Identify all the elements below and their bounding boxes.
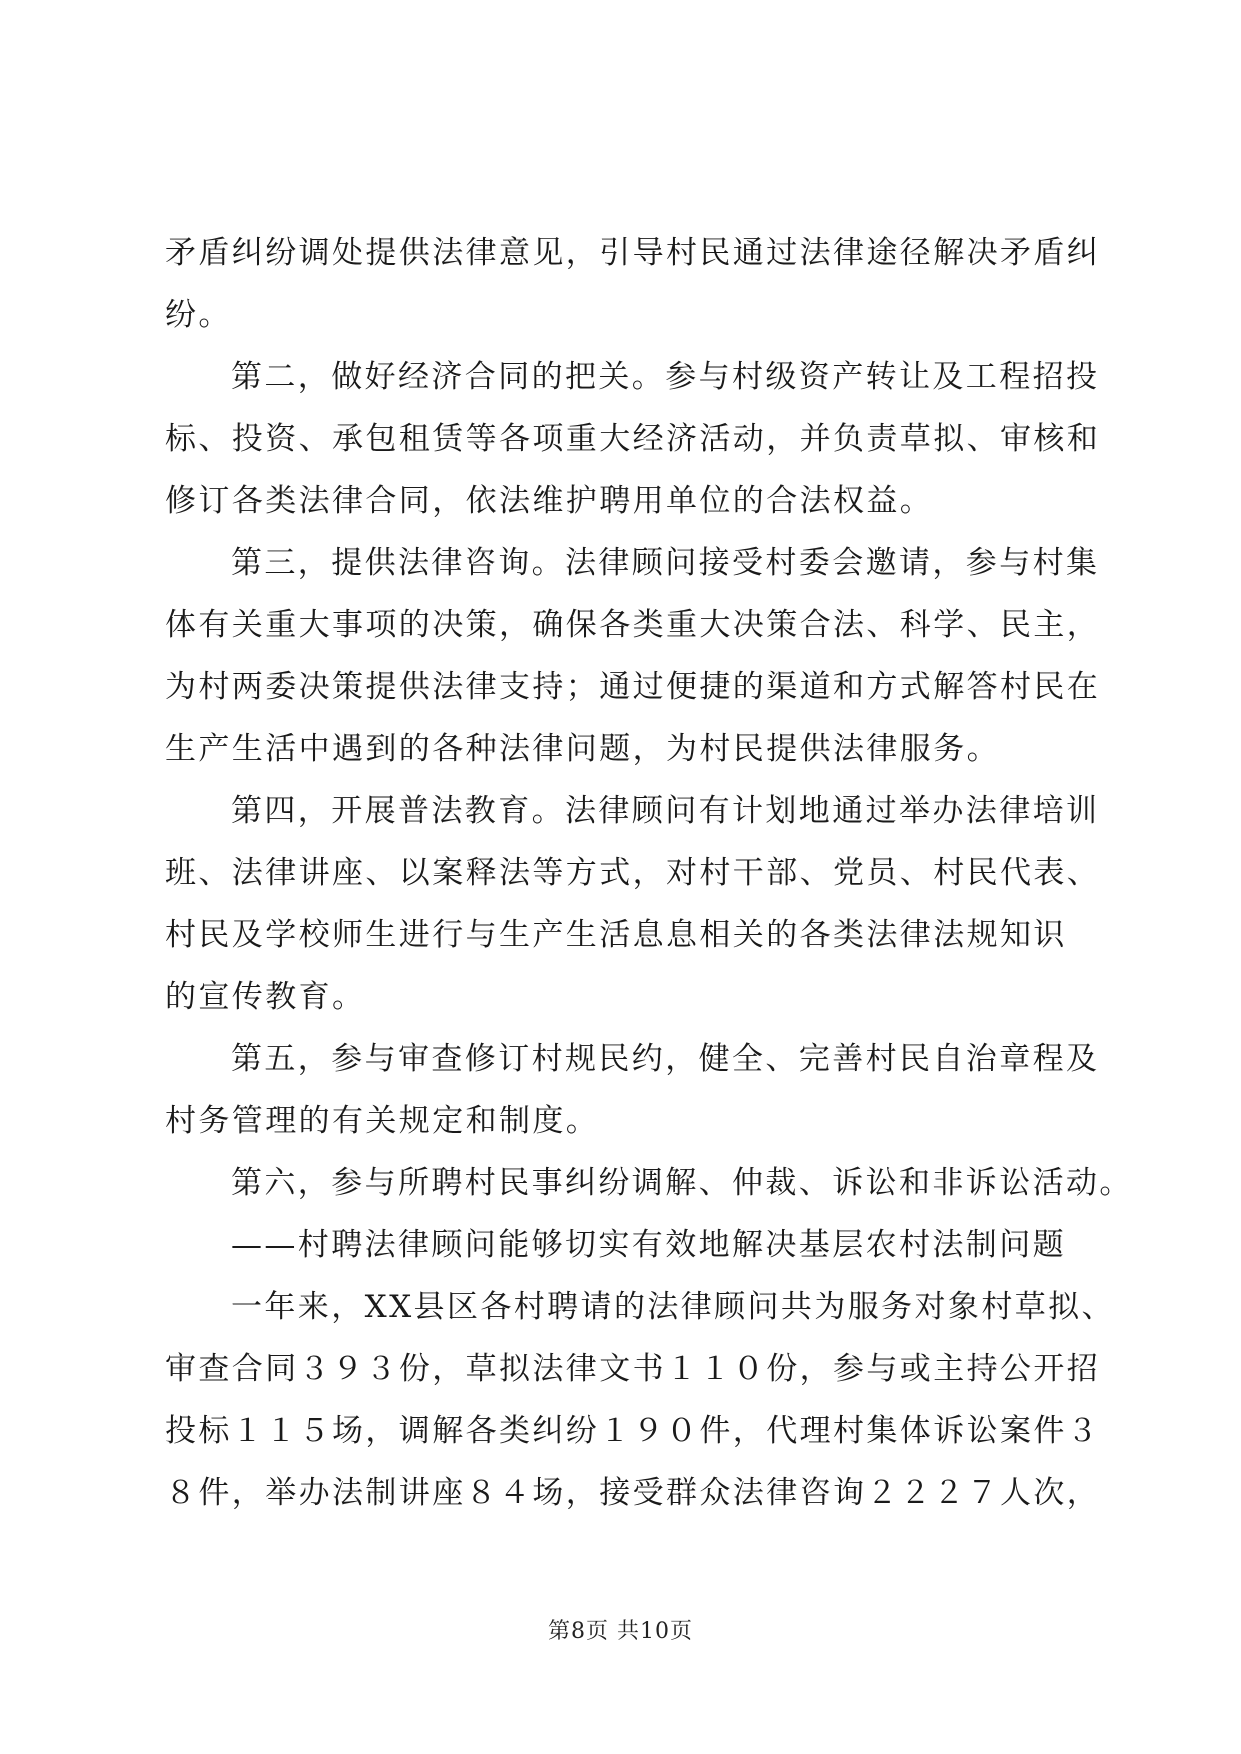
paragraph-start-line: 第六，参与所聘村民事纠纷调解、仲裁、诉讼和非诉讼活动。 bbox=[231, 1165, 1133, 1201]
text-line: 体有关重大事项的决策，确保各类重大决策合法、科学、民主， bbox=[165, 607, 1101, 643]
text-line: 矛盾纠纷调处提供法律意见，引导村民通过法律途径解决矛盾纠 bbox=[165, 235, 1101, 271]
text-line: 为村两委决策提供法律支持；通过便捷的渠道和方式解答村民在 bbox=[165, 669, 1101, 705]
text-line: 标、投资、承包租赁等各项重大经济活动，并负责草拟、审核和 bbox=[165, 421, 1101, 457]
text-line: 村务管理的有关规定和制度。 bbox=[165, 1103, 600, 1139]
text-line: 投标１１５场，调解各类纠纷１９０件，代理村集体诉讼案件３ bbox=[165, 1413, 1101, 1449]
text-line: 纷。 bbox=[165, 297, 232, 333]
section-heading: ——村聘法律顾问能够切实有效地解决基层农村法制问题 bbox=[231, 1227, 1066, 1263]
text-line: 生产生活中遇到的各种法律问题，为村民提供法律服务。 bbox=[165, 731, 1000, 767]
page-number-footer: 第8页 共10页 bbox=[548, 1619, 693, 1644]
paragraph-start-line: 第五，参与审查修订村规民约，健全、完善村民自治章程及 bbox=[231, 1041, 1100, 1077]
text-line: 修订各类法律合同，依法维护聘用单位的合法权益。 bbox=[165, 483, 934, 519]
text-line: 村民及学校师生进行与生产生活息息相关的各类法律法规知识 bbox=[165, 917, 1067, 953]
document-body bbox=[165, 222, 1133, 1524]
text-line: 班、法律讲座、以案释法等方式，对村干部、党员、村民代表、 bbox=[165, 855, 1101, 891]
paragraph-start-line: 一年来，XX县区各村聘请的法律顾问共为服务对象村草拟、 bbox=[231, 1289, 1115, 1325]
text-line: 的宣传教育。 bbox=[165, 979, 366, 1015]
paragraph-start-line: 第二，做好经济合同的把关。参与村级资产转让及工程招投 bbox=[231, 359, 1100, 395]
paragraph-start-line: 第四，开展普法教育。法律顾问有计划地通过举办法律培训 bbox=[231, 793, 1100, 829]
paragraph-start-line: 第三，提供法律咨询。法律顾问接受村委会邀请，参与村集 bbox=[231, 545, 1100, 581]
text-line: ８件，举办法制讲座８４场，接受群众法律咨询２２２７人次， bbox=[165, 1475, 1101, 1511]
text-line: 审查合同３９３份，草拟法律文书１１０份，参与或主持公开招 bbox=[165, 1351, 1101, 1387]
